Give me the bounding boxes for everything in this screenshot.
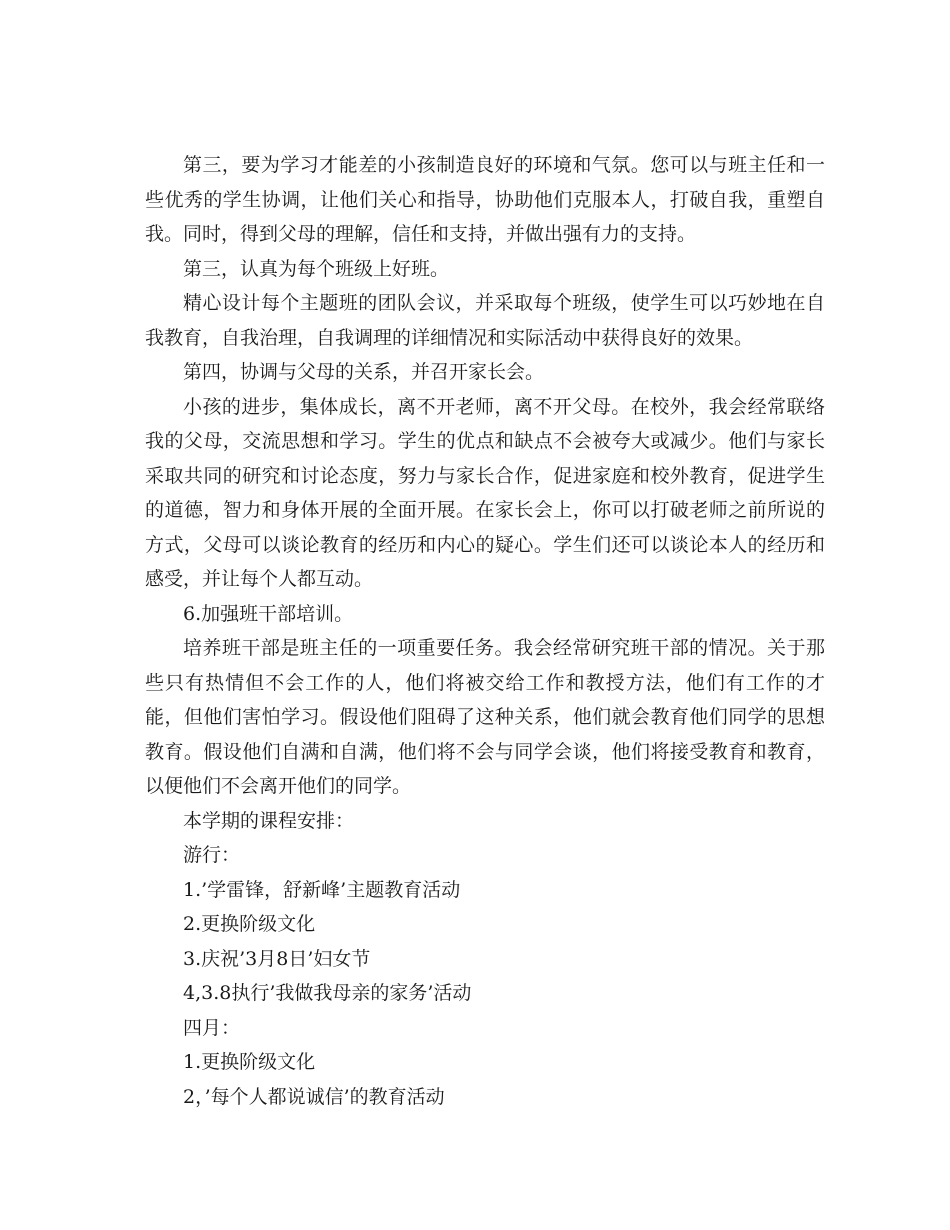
schedule-item: 2，’每个人都说诚信’的教育活动 bbox=[183, 1085, 445, 1108]
paragraph-cadre: 培养班干部是班主任的一项重要任务。我会经常研究班干部的情况。关于那些只有热情但不会工作的人，他们将被交给工作和教授方法，他们有工作的才能，但他们害怕学习。假设他们阻碍了这种关系，他们就会教育他们同学的思想教育。假设他们自满和自满，他们将不会与同学会谈，他们将接受教育和教育，以便他们不会离开他们的同学。 bbox=[145, 637, 825, 797]
schedule-month-april: 四月： bbox=[183, 1016, 241, 1039]
schedule-item: 1.’学雷锋，舒新峰’主题教育活动 bbox=[183, 878, 461, 901]
paragraph-heading-cadre: 6.加强班干部培训。 bbox=[183, 602, 354, 625]
paragraph-heading-class: 第三，认真为每个班级上好班。 bbox=[183, 257, 450, 280]
schedule-title: 本学期的课程安排： bbox=[183, 809, 355, 832]
schedule-item: 4,3.8执行’我做我母亲的家务’活动 bbox=[183, 982, 472, 1004]
schedule-item: 3.庆祝’3月8日’妇女节 bbox=[183, 947, 371, 970]
paragraph-parents: 小孩的进步，集体成长，离不开老师，离不开父母。在校外，我会经常联络我的父母，交流思想和学习。学生的优点和缺点不会被夸大或减少。他们与家长采取共同的研究和讨论态度，努力与家长合作，促进家庭和校外教育，促进学生的道德，智力和身体开展的全面开展。在家长会上，你可以打破老师之前所说的方式，父母可以谈论教育的经历和内心的疑心。学生们还可以谈论本人的经历和感受，并让每个人都互动。 bbox=[145, 395, 825, 590]
paragraph-team-meeting: 精心设计每个主题班的团队会议，并采取每个班级，使学生可以巧妙地在自我教育，自我治理，自我调理的详细情况和实际活动中获得良好的效果。 bbox=[145, 292, 825, 349]
paragraph-environment: 第三，要为学习才能差的小孩制造良好的环境和气氛。您可以与班主任和一些优秀的学生协调，让他们关心和指导，协助他们克服本人，打破自我，重塑自我。同时，得到父母的理解，信任和支持，并做出强有力的支持。 bbox=[145, 154, 825, 245]
schedule-item: 1.更换阶级文化 bbox=[183, 1051, 316, 1073]
document-body bbox=[145, 148, 825, 1114]
schedule-item: 2.更换阶级文化 bbox=[183, 913, 316, 935]
paragraph-heading-parents: 第四，协调与父母的关系，并召开家长会。 bbox=[183, 361, 545, 383]
schedule-month-march: 游行： bbox=[183, 844, 241, 866]
